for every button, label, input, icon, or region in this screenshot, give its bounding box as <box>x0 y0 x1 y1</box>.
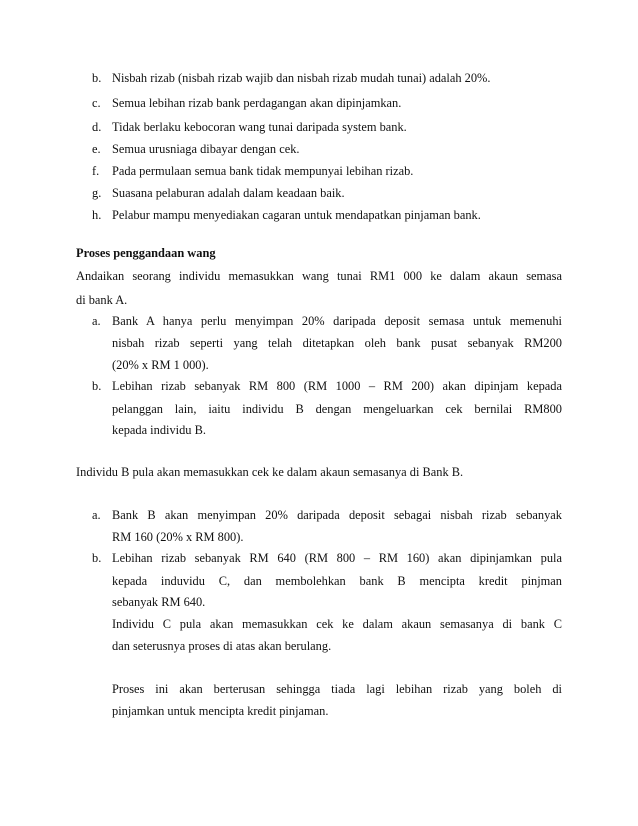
list-item-line: (20% x RM 1 000). <box>112 358 209 372</box>
list-item: Tidak berlaku kebocoran wang tunai daripada system bank. <box>112 120 407 134</box>
closing-line: Proses ini akan berterusan sehingga tiada lagi lebihan rizab yang boleh di <box>112 682 562 696</box>
list-item: Nisbah rizab (nisbah rizab wajib dan nisbah rizab mudah tunai) adalah 20%. <box>112 71 491 85</box>
list-item: Semua urusniaga dibayar dengan cek. <box>112 142 300 156</box>
list-item: Pada permulaan semua bank tidak mempunyai lebihan rizab. <box>112 164 414 178</box>
list-item-line: Lebihan rizab sebanyak RM 640 (RM 800 – RM 160) akan dipinjamkan pula <box>112 551 562 565</box>
list-item-line: RM 160 (20% x RM 800). <box>112 530 244 544</box>
list-item-line: kepada induvidu C, dan membolehkan bank B mencipta kredit pinjman <box>112 574 562 588</box>
list-item-label: e. <box>92 142 101 156</box>
list-item-label: g. <box>92 186 102 200</box>
list-item-label: b. <box>92 551 102 565</box>
list-item: Pelabur mampu menyediakan cagaran untuk mendapatkan pinjaman bank. <box>112 208 481 222</box>
list-item-line: Individu C pula akan memasukkan cek ke dalam akaun semasanya di bank C <box>112 617 562 631</box>
paragraph: Individu B pula akan memasukkan cek ke dalam akaun semasanya di Bank B. <box>76 465 464 479</box>
list-item-line: dan seterusnya proses di atas akan berulang. <box>112 639 332 653</box>
closing-line: pinjamkan untuk mencipta kredit pinjaman. <box>112 704 329 718</box>
list-item-label: b. <box>92 71 102 85</box>
list-item-line: sebanyak RM 640. <box>112 595 206 609</box>
list-item-line: Lebihan rizab sebanyak RM 800 (RM 1000 – RM 200) akan dipinjam kepada <box>112 379 562 393</box>
list-item-line: pelanggan lain, iaitu individu B dengan mengeluarkan cek bernilai RM800 <box>112 402 562 416</box>
list-item-label: a. <box>92 314 101 328</box>
list-item-line: kepada individu B. <box>112 423 206 437</box>
list-item-line: Bank A hanya perlu menyimpan 20% daripada deposit semasa untuk memenuhi <box>112 314 562 328</box>
section-heading: Proses penggandaan wang <box>76 246 216 260</box>
list-item-label: f. <box>92 164 100 178</box>
list-item-label: b. <box>92 379 102 393</box>
list-item-label: h. <box>92 208 102 222</box>
list-item-line: nisbah rizab seperti yang telah ditetapkan oleh bank pusat sebanyak RM200 <box>112 336 562 350</box>
list-item: Suasana pelaburan adalah dalam keadaan baik. <box>112 186 345 200</box>
intro-line: di bank A. <box>76 293 128 307</box>
list-item-label: c. <box>92 96 101 110</box>
list-item-line: Bank B akan menyimpan 20% daripada deposit sebagai nisbah rizab sebanyak <box>112 508 562 522</box>
intro-line: Andaikan seorang individu memasukkan wang tunai RM1 000 ke dalam akaun semasa <box>76 269 562 283</box>
list-item: Semua lebihan rizab bank perdagangan akan dipinjamkan. <box>112 96 402 110</box>
list-item-label: d. <box>92 120 102 134</box>
list-item-label: a. <box>92 508 101 522</box>
